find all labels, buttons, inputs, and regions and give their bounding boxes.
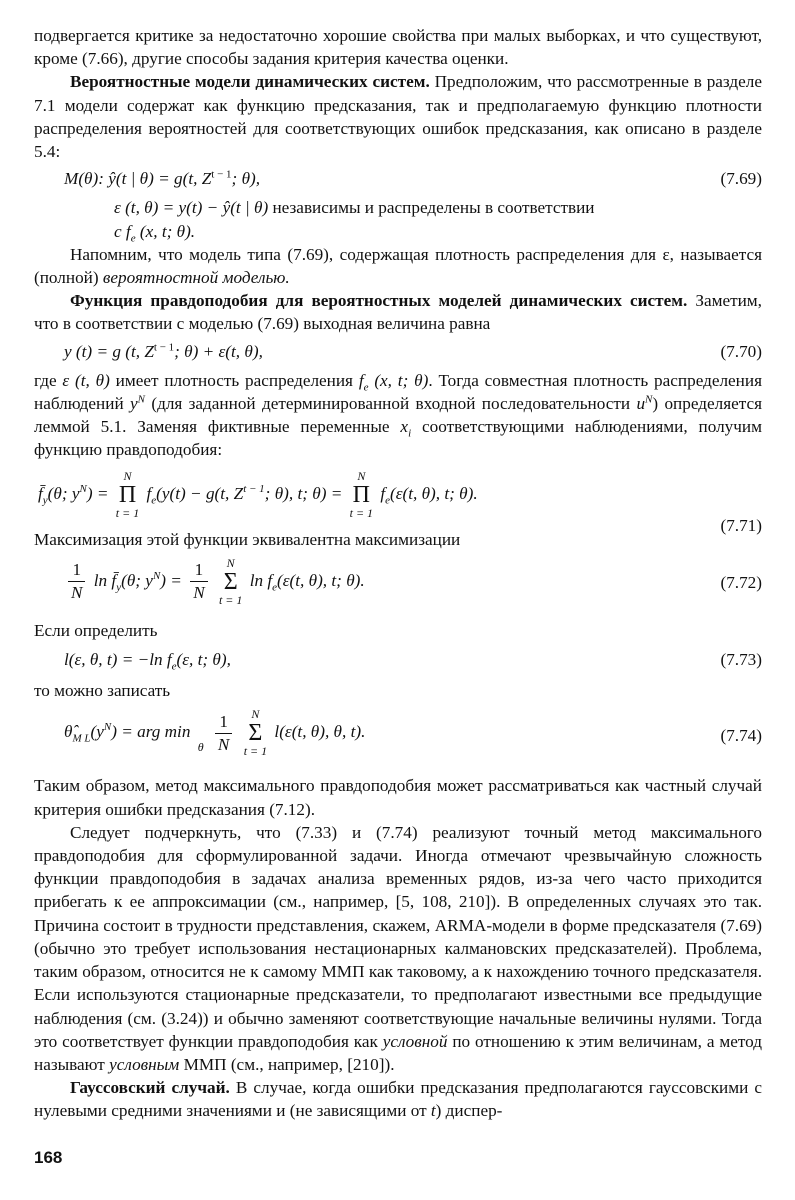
equation-number: (7.71) [720, 515, 762, 535]
section-heading: Гауссовский случай. [70, 1078, 230, 1098]
equation-7-72: $\frac{1}{N}$ $\ln f̄_y(\theta$; $y^N$) = $\frac{1}{N}$ N Σ t = 1 $\ln f_e(\varepsilon(t$, θ), t; θ). (7.72) [34, 557, 762, 611]
equation-number: (7.73) [720, 650, 762, 670]
maximization-line: Максимизация этой функции эквивалентна максимизации (7.71) [34, 515, 762, 549]
page-body [34, 24, 762, 1123]
equation-number: (7.72) [720, 572, 762, 592]
paragraph-intro: подвергается критике за недостаточно хорошие свойства при малых выборках, и что существуют, кроме (7.66), другие способы задания критерия качества оценки. [34, 26, 762, 69]
product-operator: N Π t = 1 [115, 468, 140, 520]
section-heading: Функция правдоподобия для вероятностных моделей динамических систем. [70, 291, 688, 311]
paragraph-section-models: Вероятностные модели динамических систем. Предположим, что рассмотренные в разделе 7.1 модели содержат как функцию предсказания, так и предполагаемую функцию плотности распределения вероятностей для соответствующих ошибок предсказания, как описано в разделе 5.4: [34, 72, 762, 162]
equation-7-74: $\thetâ_{M L}(y^N)$ = arg min θ $\frac{1}{N}$ N Σ t = 1 l(ε(t, θ), θ, t). (7.74) [64, 707, 762, 759]
paragraph-section-gaussian: Гауссовский случай. В случае, когда ошибки предсказания предполагаются гауссовскими с нулевыми средними значениями и (не зависящими от t) диспер- [34, 1078, 763, 1121]
equation-7-70: y (t) = g (t, $Z^{t - 1}$; θ) + ε(t, θ), (7.70) [34, 340, 762, 363]
equation-7-73: l(ε, θ, t) = −ln $f_e(\varepsilon$, t; θ), (7.73) [64, 650, 762, 673]
paragraph-discussion: Следует подчеркнуть, что (7.33) и (7.74) реализуют точный метод максимального правдоподобия для сформулированной задачи. Иногда отмечают чрезвычайную сложность функции правдоподобия в задачах анализа временных рядов, из-за чего часто приходится прибегать к ее аппроксимации (см., например, [5, 108, 210]). В определенных случаях это так. Причина состоит в трудности представления, скажем, ARMA-модели в форме предсказателя (7.69) (обычно это требует использования нестационарных калмановских предсказателей). Проблема, таким образом, относится не к самому ММП как таковому, а к нахождению точного предсказателя. Если используются стационарные предсказатели, то предполагают известными все предыдущие наблюдения (см. (3.24)) и обычно заменяют соответствующие начальные величины нулями. Тогда это соответствует функции правдоподобия как условной по отношению к этим величинам, а метод называют условным ММП (см., например, [210]). [34, 822, 762, 1074]
paragraph-density: где ε (t, θ) имеет плотность распределения $f_e$ (x, t; θ). Тогда совместная плотность распределения наблюдений $y^N$ (для заданной детерминированной входной последовательности $u^N$) определяется леммой 5.1. Заменяя фиктивные переменные $x_i$ соответствующими наблюдениями, получим функцию правдоподобия: [34, 370, 762, 460]
paragraph-model-note: Напомним, что модель типа (7.69), содержащая плотность распределения для ε, называется (полной) вероятностной моделью. [34, 244, 762, 288]
sum-operator: N Σ t = 1 [243, 707, 268, 759]
equation-number: (7.70) [720, 341, 762, 361]
paragraph-section-likelihood: Функция правдоподобия для вероятностных моделей динамических систем. Заметим, что в соответствии с моделью (7.69) выходная величина равна [34, 291, 762, 334]
page-number: 168 [34, 1148, 63, 1167]
product-operator: N Π t = 1 [349, 468, 374, 520]
section-heading: Вероятностные модели динамических систем. [70, 72, 430, 92]
sum-operator: N Σ t = 1 [218, 555, 243, 607]
equation-number: (7.74) [720, 726, 762, 746]
equation-7-71: $f̄_y(\theta$; $y^N$) = N Π t = 1 $f_e(y(t) - g(t$, $Z^{t - 1}$; θ), t; θ) = N Π t = 1 $f_e(\varepsilon(t$, θ), t; θ). [38, 468, 478, 520]
equation-7-69: M(θ): ŷ(t | θ) = g(t, $Z^{t - 1}$; θ), (7.69) ε (t, θ) = y(t) − ŷ(t | θ) независимы и распределены в соответствии с $f_e$ (x, t; θ). [64, 168, 762, 245]
paragraph-conclusion: Таким образом, метод максимального правдоподобия может рассматриваться как частный случай критерия ошибки предсказания (7.12). [34, 776, 762, 819]
paragraph-write: то можно записать [34, 681, 171, 701]
paragraph-define: Если определить [34, 620, 158, 640]
equation-number: (7.69) [720, 169, 762, 189]
